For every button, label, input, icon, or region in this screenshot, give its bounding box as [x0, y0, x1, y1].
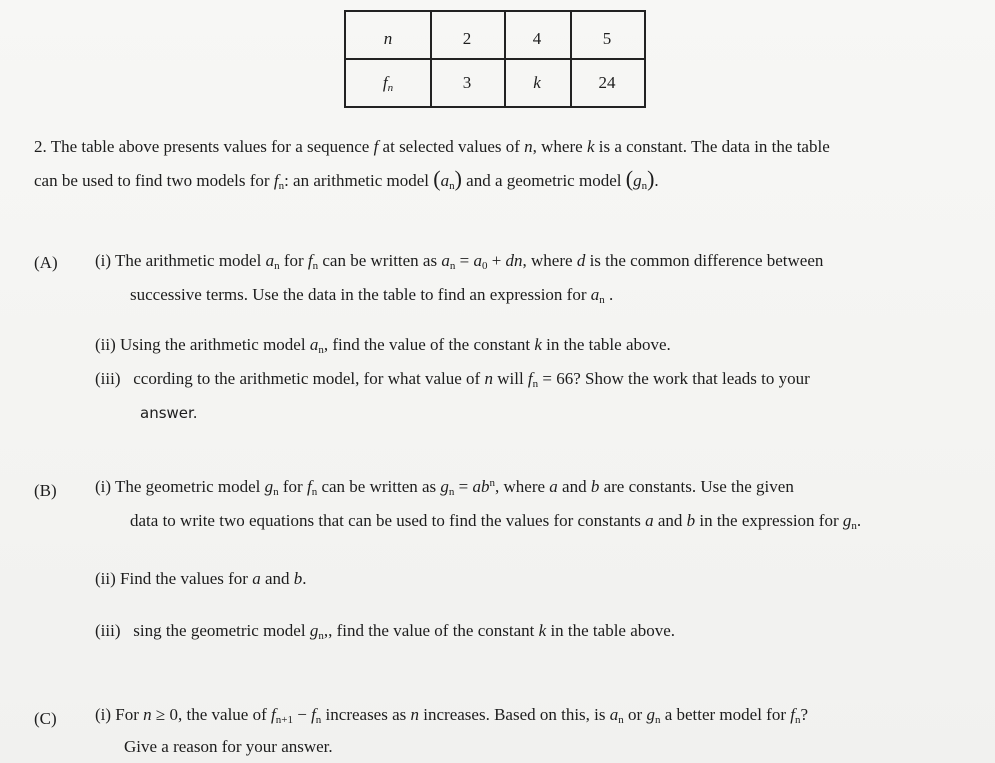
- part-b-iii: (iii) sing the geometric model $g_n$,, find the value of the constant k in the table above.: [95, 621, 676, 642]
- part-c-label: (C): [34, 709, 57, 728]
- part-b-i-line1: (i) The geometric model $g_n$ for $f_n$ can be written as $g_n = ab^n$, where a and b are constants. Use the given: [95, 477, 794, 498]
- part-c-i-line1: (i) For n ≥ 0, the value of $f_{n+1} - f_n$ increases as n increases. Based on this, is $a_n$ or $g_n$ a better model for $f_n$?: [95, 705, 809, 726]
- question-intro-line2: can be used to find two models for $f_n$: an arithmetic model $(a_n)$ and a geometric model $(g_n)$.: [34, 166, 659, 192]
- part-a-label: (A): [34, 253, 58, 272]
- part-a-i-line2: successive terms. Use the data in the table to find an expression for $a_n$ .: [130, 285, 614, 306]
- part-c-i-line2: Give a reason for your answer.: [124, 737, 333, 756]
- part-a-ii: (ii) Using the arithmetic model $a_n$, find the value of the constant k in the table above.: [95, 335, 671, 356]
- part-a-i-line1: (i) The arithmetic model $a_n$ for $f_n$ can be written as $a_n = a_0$ + dn, where d is the common difference between: [95, 251, 824, 272]
- table-cell: 5: [602, 29, 612, 48]
- part-b-label: (B): [34, 481, 57, 500]
- table-cell: n: [383, 29, 393, 48]
- part-b-ii: (ii) Find the values for a and b.: [95, 569, 307, 588]
- table-cell: k: [533, 73, 541, 92]
- part-a-iii-line2: answer.: [140, 404, 198, 422]
- question-intro-line1: 2. The table above presents values for a sequence f at selected values of n, where k is a constant. The data in the table: [34, 137, 830, 156]
- sequence-table: [344, 10, 646, 108]
- table-cell: $f_n$: [382, 73, 394, 94]
- table-cell: 2: [462, 29, 472, 48]
- table-cell: 3: [462, 73, 472, 92]
- part-a-iii-line1: (iii) ccording to the arithmetic model, for what value of n will $f_n = 66$? Show the work that leads to your: [95, 369, 810, 390]
- table-cell: 24: [598, 73, 616, 92]
- part-b-i-line2: data to write two equations that can be used to find the values for constants a and b in the expression for $g_n$.: [130, 511, 862, 532]
- table-cell: 4: [532, 29, 542, 48]
